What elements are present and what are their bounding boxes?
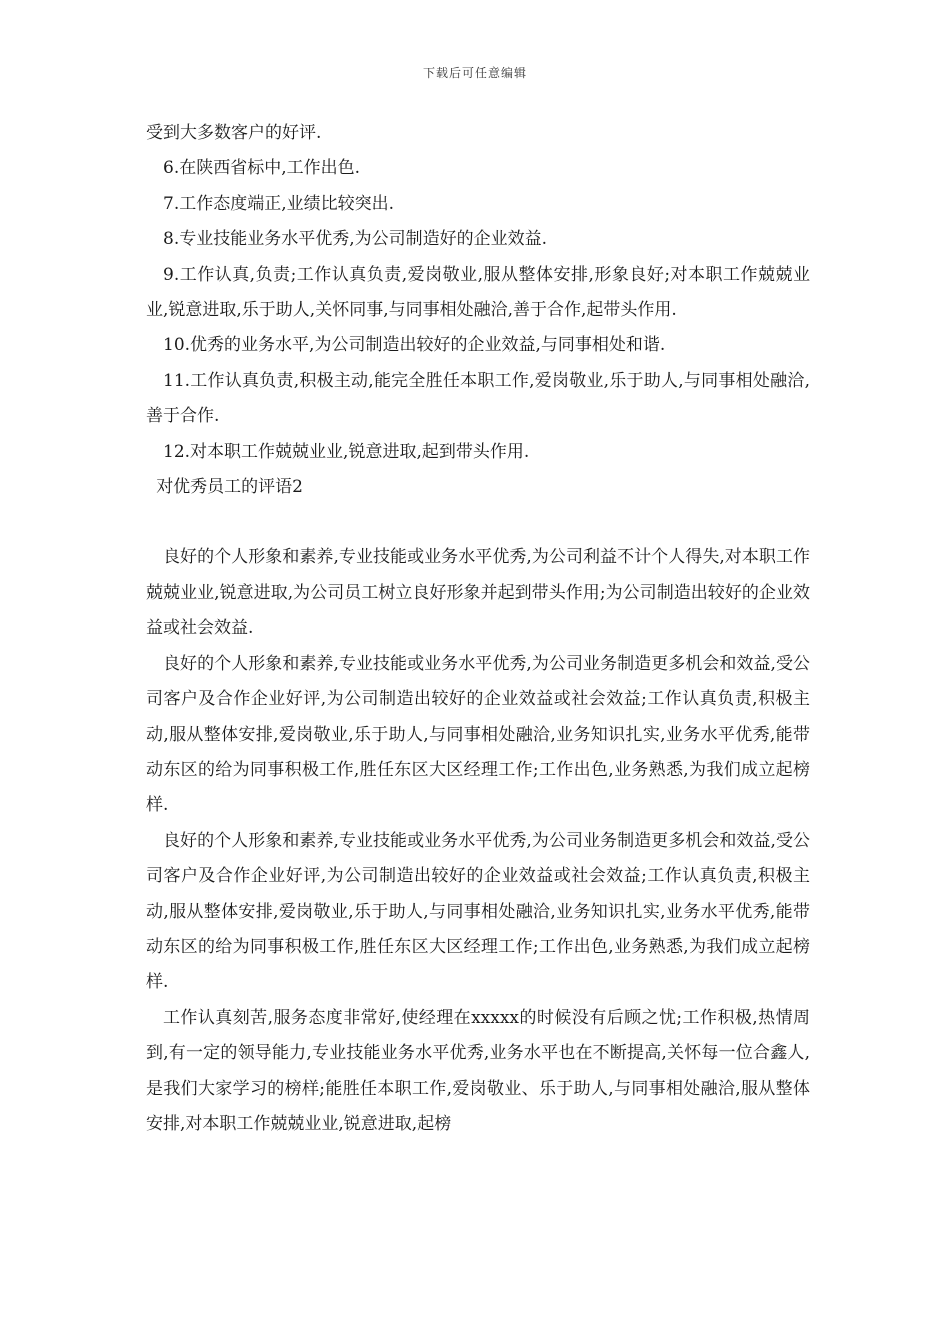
list-item-9: 9.工作认真,负责;工作认真负责,爱岗敬业,服从整体安排,形象良好;对本职工作兢兢业业,锐意进取,乐于助人,关怀同事,与同事相处融洽,善于合作,起带头作用. [146, 264, 810, 321]
list-item-7: 7.工作态度端正,业绩比较突出. [163, 193, 395, 214]
page-header-note: 下载后可任意编辑 [422, 66, 527, 80]
list-item-11: 11.工作认真负责,积极主动,能完全胜任本职工作,爱岗敬业,乐于助人,与同事相处融洽,善于合作. [146, 370, 810, 427]
section-title: 对优秀员工的评语2 [156, 477, 304, 498]
list-item-12: 12.对本职工作兢兢业业,锐意进取,起到带头作用. [163, 441, 530, 462]
paragraph-s2-1: 良好的个人形象和素养,专业技能或业务水平优秀,为公司利益不计个人得失,对本职工作兢兢业业,锐意进取,为公司员工树立良好形象并起到带头作用;为公司制造出较好的企业效益或社会效益. [146, 547, 810, 639]
section-spacer [146, 505, 810, 540]
document-body [146, 116, 810, 1142]
list-item-8: 8.专业技能业务水平优秀,为公司制造好的企业效益. [163, 229, 548, 250]
paragraph-s2-2: 良好的个人形象和素养,专业技能或业务水平优秀,为公司业务制造更多机会和效益,受公司客户及合作企业好评,为公司制造出较好的企业效益或社会效益;工作认真负责,积极主动,服从整体安排,爱岗敬业,乐于助人,与同事相处融洽,业务知识扎实,业务水平优秀,能带动东区的给为同事积极工作,胜任东区大区经理工作;工作出色,业务熟悉,为我们成立起榜样. [146, 653, 810, 816]
paragraph-s2-4: 工作认真刻苦,服务态度非常好,使经理在xxxxx的时候没有后顾之忧;工作积极,热情周到,有一定的领导能力,专业技能业务水平优秀,业务水平也在不断提高,关怀每一位合鑫人,是我们大家学习的榜样;能胜任本职工作,爱岗敬业、乐于助人,与同事相处融洽,服从整体安排,对本职工作兢兢业业,锐意进取,起榜 [146, 1007, 810, 1134]
paragraph-intro: 受到大多数客户的好评. [146, 123, 322, 143]
list-item-6: 6.在陕西省标中,工作出色. [163, 158, 361, 179]
paragraph-s2-3: 良好的个人形象和素养,专业技能或业务水平优秀,为公司业务制造更多机会和效益,受公司客户及合作企业好评,为公司制造出较好的企业效益或社会效益;工作认真负责,积极主动,服从整体安排,爱岗敬业,乐于助人,与同事相处融洽,业务知识扎实,业务水平优秀,能带动东区的给为同事积极工作,胜任东区大区经理工作;工作出色,业务熟悉,为我们成立起榜样. [146, 830, 810, 993]
list-item-10: 10.优秀的业务水平,为公司制造出较好的企业效益,与同事相处和谐. [163, 335, 666, 356]
